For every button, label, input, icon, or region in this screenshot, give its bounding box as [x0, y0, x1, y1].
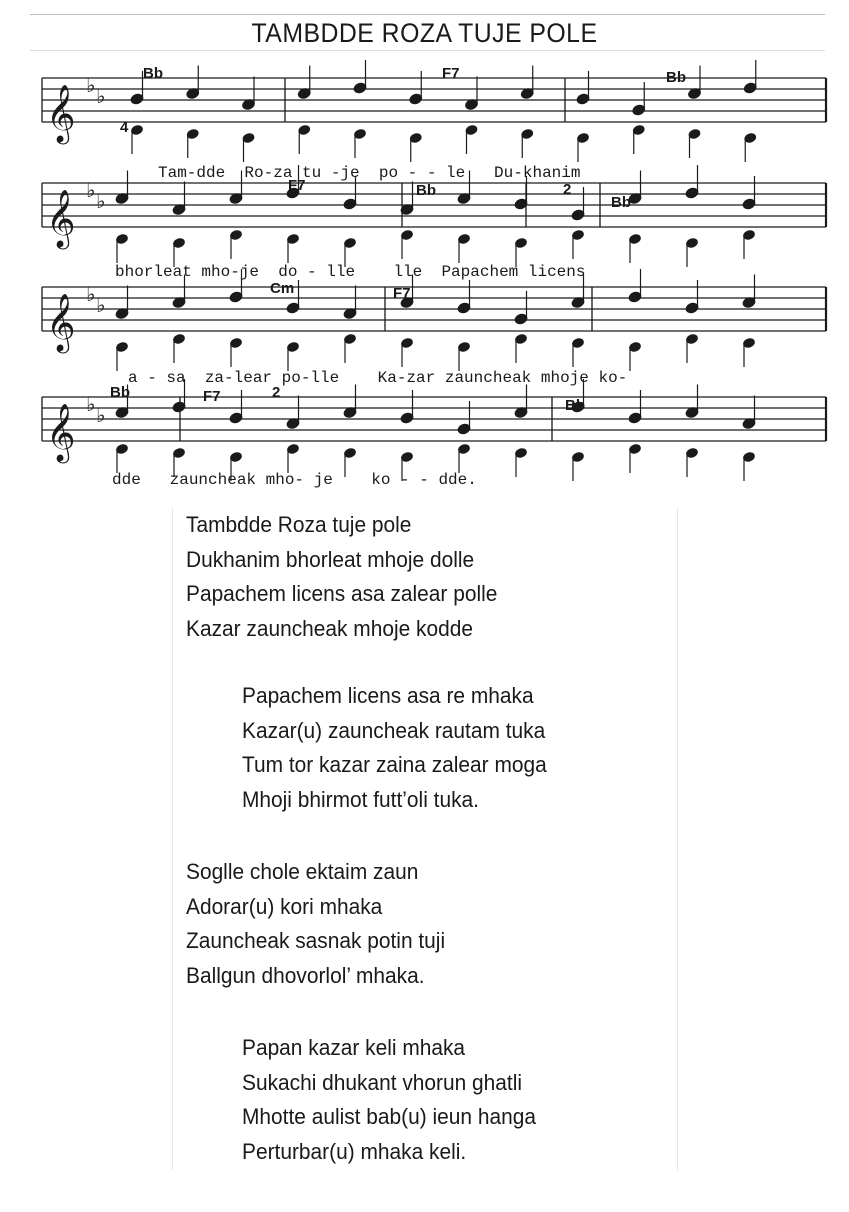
- chord-label: F7: [393, 285, 411, 302]
- stanza-line: Soglle chole ektaim zaun: [186, 859, 419, 884]
- song-title: TAMBDDE ROZA TUJE POLE: [251, 18, 598, 48]
- stanza-line: Kazar(u) zauncheak rautam tuka: [242, 717, 546, 743]
- stanza-line: Adorar(u) kori mhaka: [186, 893, 383, 919]
- flat-icon: ♭: [96, 403, 106, 427]
- stanza-2: [242, 679, 547, 817]
- ending-mark: 2: [563, 181, 572, 198]
- flat-icon: ♭: [96, 189, 106, 213]
- stanza-line: Papachem licens asa re mhaka: [242, 683, 534, 708]
- chord-label: F7: [288, 177, 306, 194]
- chord-label: Bb: [416, 182, 436, 199]
- stanza-line: Kazar zauncheak mhoje kodde: [186, 615, 473, 641]
- chord-label: Cm: [270, 280, 295, 297]
- chord-label: Bb: [110, 384, 130, 401]
- chord-label: F7: [442, 65, 460, 82]
- chord-label: Bb: [611, 194, 631, 211]
- lyric-line: Tam-dde Ro-za tu -je po - - le Du-khanim: [158, 164, 581, 182]
- stanza-4: [242, 1031, 536, 1169]
- stanza-3: [186, 855, 445, 993]
- stanza-line: Mhoji bhirmot futt’oli tuka.: [242, 786, 479, 812]
- stanza-line: Papan kazar keli mhaka: [242, 1035, 466, 1060]
- chord-label: F7: [203, 388, 221, 405]
- flat-icon: ♭: [96, 293, 106, 317]
- flat-icon: ♭: [96, 84, 106, 108]
- flat-icon: ♭: [86, 73, 96, 97]
- treble-clef-icon: 𝄞: [46, 403, 76, 461]
- stanza-line: Sukachi dhukant vhorun ghatli: [242, 1069, 523, 1095]
- chord-label: Bb: [143, 65, 163, 82]
- flat-icon: ♭: [86, 282, 96, 306]
- lyric-line: dde zauncheak mho- je ko - - dde.: [112, 471, 477, 489]
- stanza-line: Papachem licens asa zalear polle: [186, 581, 498, 606]
- time-signature: 4: [120, 119, 129, 136]
- ending-mark: 2: [272, 384, 281, 401]
- stanza-line: Perturbar(u) mhaka keli.: [242, 1138, 467, 1164]
- stanza-line: Zauncheak sasnak potin tuji: [186, 928, 446, 953]
- text-box-left-rule: [172, 508, 173, 1170]
- flat-icon: ♭: [86, 392, 96, 416]
- chord-label: Bb: [666, 69, 686, 86]
- treble-clef-icon: 𝄞: [46, 189, 76, 247]
- treble-clef-icon: 𝄞: [46, 293, 76, 351]
- flat-icon: ♭: [86, 178, 96, 202]
- chord-label: Bb: [565, 397, 585, 414]
- sheet-music: [0, 0, 849, 510]
- lyric-line: a - sa za-lear po-lle Ka-zar zauncheak mhoje ko-: [128, 369, 628, 387]
- stanza-line: Ballgun dhovorlol’ mhaka.: [186, 962, 425, 988]
- stanza-1: [186, 508, 497, 646]
- text-box-right-rule: [677, 508, 678, 1170]
- stanza-line: Tum tor kazar zaina zalear moga: [242, 752, 547, 777]
- stanza-line: Dukhanim bhorleat mhoje dolle: [186, 546, 475, 572]
- stanza-line: Mhotte aulist bab(u) ieun hanga: [242, 1104, 536, 1129]
- lyric-line: bhorleat mho-je do - lle lle Papachem licens: [115, 263, 586, 281]
- stanza-line: Tambdde Roza tuje pole: [186, 512, 412, 537]
- treble-clef-icon: 𝄞: [46, 84, 76, 142]
